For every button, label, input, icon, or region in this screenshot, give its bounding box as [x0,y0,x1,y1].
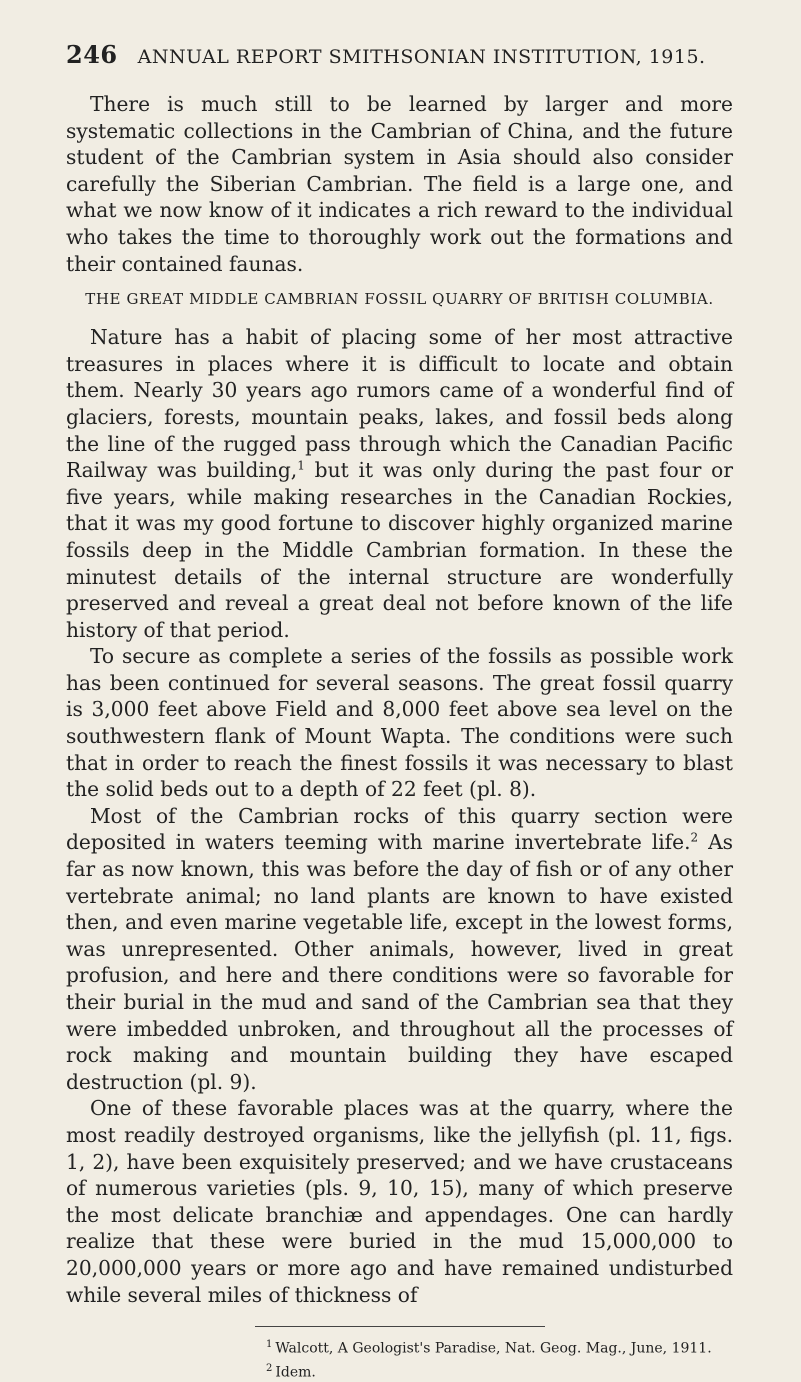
footnote-reference[interactable]: 1 [297,458,305,473]
footnote [266,1335,733,1359]
paragraph-favorable-places: One of these favorable places was at the quarry, where the most readily destroyed organisms, like the jellyfish (pl. 11, figs. 1, 2), have been exquisitely preserved; and we have crustaceans of numerous varieties (pls. 9, 10, 15), many of which preserve the most delicate branchiæ and appendages. One can hardly realize that these were buried in the mud 15,000,000 to 20,000,000 years or more ago and have remained undisturbed while several miles of thickness of [66,1096,733,1307]
footnote-divider [255,1326,545,1327]
footnote-number: 1 [266,1339,273,1351]
running-header [66,40,733,69]
page-number: 246 [66,40,118,69]
paragraph-text: but it was only during the past four or five years, while making researches in the Canadian Rockies, that it was my good fortune to discover highly organized marine fossils deep in the Middle Cambrian formation. In these the minutest details of the internal structure are wonderfully preserved and reveal a great deal not before known of the life history of that period. [66,458,733,642]
paragraph-text: Nature has a habit of placing some of her most attractive treasures in places where it is difficult to locate and obtain them. Nearly 30 years ago rumors came of a wonderful find of glaciers, forests, mountain peaks, lakes, and fossil beds along the line of the rugged pass through which the Canadian Pacific Railway was building, [66,325,733,483]
footnote-text: Walcott, A Geologist's Paradise, Nat. Geog. Mag., June, 1911. [275,1340,712,1357]
intro-paragraph: There is much still to be learned by larger and more systematic collections in the Cambrian of China, and the future student of the Cambrian system in Asia should also consider carefully the Siberian Cambrian. The field is a large one, and what we now know of it indicates a rich reward to the individual who takes the time to thoroughly work out the formations and their contained faunas. [66,92,733,276]
footnote-text: Idem. [275,1364,316,1381]
paragraph-nature [66,324,733,643]
footnote [266,1359,733,1382]
footnote-reference[interactable]: 2 [690,830,699,845]
footnotes [66,1335,733,1382]
footnote-number: 2 [266,1362,273,1374]
paragraph-text: As far as now known, this was before the day of fish or of any other vertebrate animal; no land plants are known to have existed then, and even marine vegetable life, except in the lowest forms, was unrepresented. Other animals, however, lived in great profusion, and here and there conditions were so favorable for their burial in the mud and sand of the Cambrian sea that they were imbedded unbroken, and throughout all the processes of rock making and mountain building they have escaped destruction (pl. 9). [66,830,734,1094]
paragraph-text: Most of the Cambrian rocks of this quarry section were deposited in waters teeming with marine invertebrate life. [66,803,733,855]
section-heading: THE GREAT MIDDLE CAMBRIAN FOSSIL QUARRY OF BRITISH COLUMBIA. [85,290,714,309]
paragraph-quarry: To secure as complete a series of the fossils as possible work has been continued for several seasons. The great fossil quarry is 3,000 feet above Field and 8,000 feet above sea level on the southwestern flank of Mount Wapta. The conditions were such that in order to reach the finest fossils it was necessary to blast the solid beds out to a depth of 22 feet (pl. 8). [66,644,733,802]
paragraph-cambrian-rocks [66,803,733,1096]
running-title: ANNUAL REPORT SMITHSONIAN INSTITUTION, 1915. [137,46,706,68]
